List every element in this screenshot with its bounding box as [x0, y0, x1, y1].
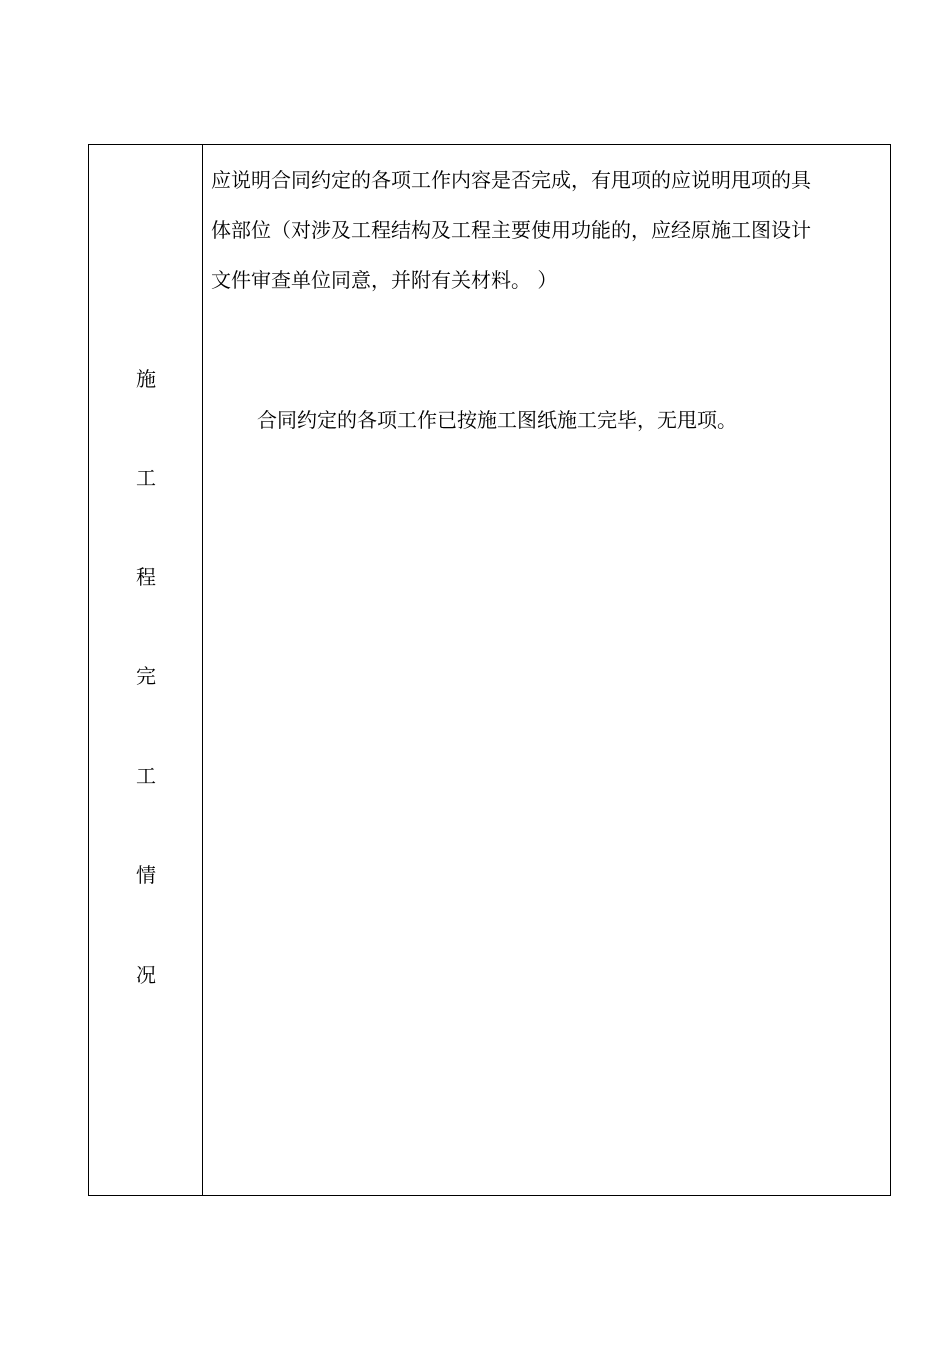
section-label-char: 情 — [136, 863, 156, 887]
content-cell — [203, 145, 890, 1195]
section-label-char: 工 — [136, 466, 156, 490]
section-label-char: 完 — [136, 664, 156, 688]
instruction-text — [211, 155, 851, 305]
section-label-char: 程 — [136, 565, 156, 589]
completion-status-table — [88, 144, 891, 1196]
section-label-char: 施 — [136, 367, 156, 391]
instruction-line: 体部位（对涉及工程结构及工程主要使用功能的，应经原施工图设计 — [211, 218, 811, 242]
section-label-char: 况 — [136, 963, 156, 987]
instruction-line: 文件审查单位同意，并附有关材料。 ） — [211, 268, 558, 292]
section-label-cell — [89, 145, 203, 1195]
section-label-char: 工 — [136, 764, 156, 788]
instruction-line: 应说明合同约定的各项工作内容是否完成，有甩项的应说明甩项的具 — [211, 168, 811, 192]
completion-status-text: 合同约定的各项工作已按施工图纸施工完毕，无甩项。 — [257, 408, 737, 432]
